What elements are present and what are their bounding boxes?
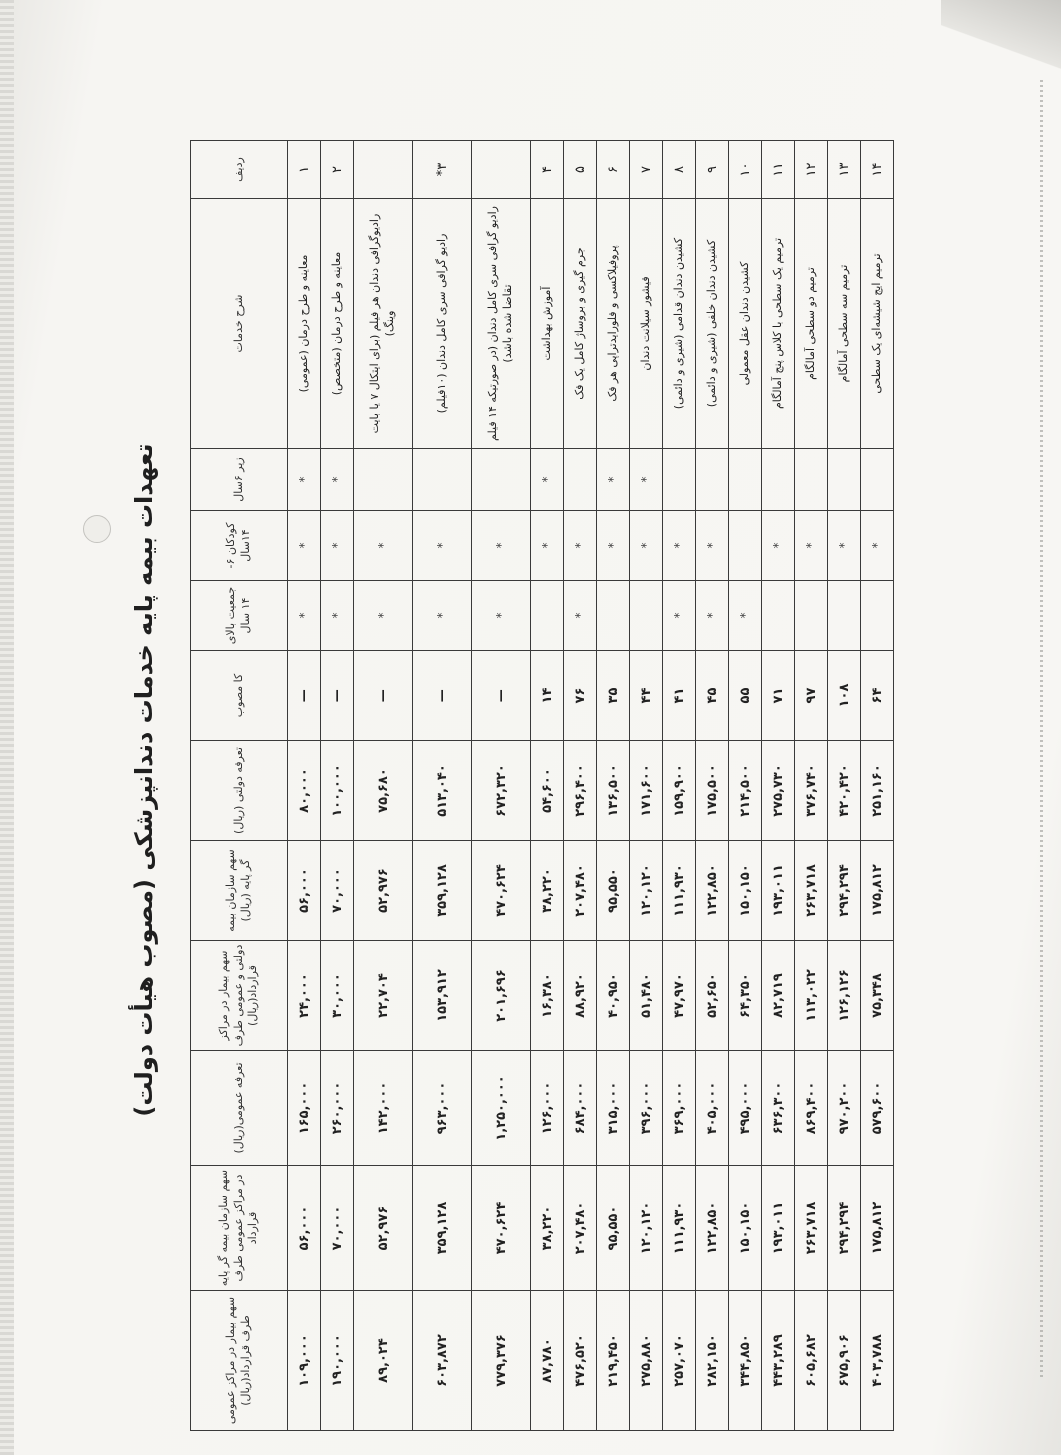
government-tariff-cell: ۴۲۰,۴۲۰ [828,741,861,841]
children-6-14-mark-cell: * [762,511,795,581]
tariff-table [190,140,894,1431]
patient-share-public-cell: ۱۹۰,۰۰۰ [321,1291,354,1431]
government-tariff-cell: ۲۱۴,۵۰۰ [729,741,762,841]
header-insurer-share-public: سهم سازمان بیمه گر پایه در مراکز عمومی طرف قرارداد [191,1166,288,1291]
over-14-mark-cell: * [321,581,354,651]
government-tariff-cell: ۱۷۱,۶۰۰ [630,741,663,841]
children-6-14-mark-cell: * [564,511,597,581]
row-number-cell: ۱۴ [861,141,894,199]
under-6-mark-cell [762,449,795,511]
over-14-mark-cell [828,581,861,651]
insurer-share-public-cell: ۵۶,۰۰۰ [288,1166,321,1291]
over-14-mark-cell: * [564,581,597,651]
insurer-share-public-cell: ۱۲۲,۸۵۰ [696,1166,729,1291]
row-number-cell: ۲ [321,141,354,199]
patient-share-gov-cell: ۸۲,۷۱۹ [762,941,795,1051]
row-number-cell: ۱۰ [729,141,762,199]
header-ka: کا مصوب [191,651,288,741]
header-patient-share-public: سهم بیمار در مراکز عمومی طرف قرارداد(ریال) [191,1291,288,1431]
ka-value-cell: ۱۴ [531,651,564,741]
public-tariff-cell: ۲۶۰,۰۰۰ [321,1051,354,1166]
row-number-cell: ۳* [413,141,472,199]
patient-share-gov-cell: ۲۰۱,۶۹۶ [472,941,531,1051]
patient-share-gov-cell: ۱۱۳,۰۲۲ [795,941,828,1051]
public-tariff-cell: ۹۷۰,۲۰۰ [828,1051,861,1166]
service-description-cell: ترمیم یک سطحی با کلاس پنج آمالگام [762,199,795,449]
under-6-mark-cell [354,449,413,511]
children-6-14-mark-cell: * [354,511,413,581]
insurer-share-cell: ۱۹۳,۰۱۱ [762,841,795,941]
under-6-mark-cell [663,449,696,511]
table-row [696,141,729,1431]
children-6-14-mark-cell: * [828,511,861,581]
row-number-cell: ۵ [564,141,597,199]
public-tariff-cell: ۱,۲۵۰,۰۰۰ [472,1051,531,1166]
government-tariff-cell: ۱۳۶,۵۰۰ [597,741,630,841]
patient-share-public-cell: ۶۰۳,۸۷۲ [413,1291,472,1431]
insurer-share-cell: ۱۷۵,۸۱۲ [861,841,894,941]
over-14-mark-cell [531,581,564,651]
government-tariff-cell: ۵۱۳,۰۴۰ [413,741,472,841]
public-tariff-cell: ۵۷۹,۶۰۰ [861,1051,894,1166]
over-14-mark-cell: * [354,581,413,651]
government-tariff-cell: ۵۴,۶۰۰ [531,741,564,841]
children-6-14-mark-cell: * [288,511,321,581]
ka-value-cell: ۳۵ [597,651,630,741]
insurer-share-cell: ۷۰,۰۰۰ [321,841,354,941]
service-description-cell: رادیو گرافی سری کامل دندان (۱۰فیلم) [413,199,472,449]
public-tariff-cell: ۳۱۵,۰۰۰ [597,1051,630,1166]
patient-share-gov-cell: ۷۵,۳۴۸ [861,941,894,1051]
patient-share-public-cell: ۱۰۹,۰۰۰ [288,1291,321,1431]
public-tariff-cell: ۱۶۵,۰۰۰ [288,1051,321,1166]
table-row [413,141,472,1431]
children-6-14-mark-cell: * [597,511,630,581]
row-number-cell: ۹ [696,141,729,199]
ka-value-cell: — [413,651,472,741]
children-6-14-mark-cell [729,511,762,581]
patient-share-gov-cell: ۱۵۳,۹۱۲ [413,941,472,1051]
table-row [472,141,531,1431]
folded-corner [941,0,1061,70]
patient-share-gov-cell: ۲۲,۷۰۴ [354,941,413,1051]
patient-share-public-cell: ۲۸۲,۱۵۰ [696,1291,729,1431]
table-row [597,141,630,1431]
children-6-14-mark-cell: * [321,511,354,581]
insurer-share-cell: ۱۲۲,۸۵۰ [696,841,729,941]
over-14-mark-cell: * [729,581,762,651]
insurer-share-public-cell: ۹۵,۵۵۰ [597,1166,630,1291]
row-number-cell: ۱۲ [795,141,828,199]
government-tariff-cell: ۲۷۵,۷۳۰ [762,741,795,841]
government-tariff-cell: ۳۷۶,۷۴۰ [795,741,828,841]
scan-left-edge [0,0,14,1455]
table-row [729,141,762,1431]
patient-share-public-cell: ۴۷۶,۵۲۰ [564,1291,597,1431]
over-14-mark-cell [762,581,795,651]
insurer-share-cell: ۱۵۰,۱۵۰ [729,841,762,941]
row-number-cell: ۷ [630,141,663,199]
patient-share-gov-cell: ۵۲,۶۵۰ [696,941,729,1051]
ka-value-cell: — [472,651,531,741]
patient-share-gov-cell: ۱۶,۳۸۰ [531,941,564,1051]
table-row [354,141,413,1431]
insurer-share-cell: ۱۱۱,۹۳۰ [663,841,696,941]
patient-share-public-cell: ۶۰۵,۶۸۲ [795,1291,828,1431]
document-title: تعهدات بیمه پایه خدمات دندانپزشکی (مصوب هیأت دولت) [130,443,158,1117]
government-tariff-cell: ۱۷۵,۵۰۰ [696,741,729,841]
binding-edge [1040,80,1043,1380]
service-description-cell: معاینه و طرح درمان (عمومی) [288,199,321,449]
under-6-mark-cell [828,449,861,511]
table-row [663,141,696,1431]
children-6-14-mark-cell: * [861,511,894,581]
government-tariff-cell: ۲۵۱,۱۶۰ [861,741,894,841]
service-description-cell: جرم گیری و بروساژ کامل یک فک [564,199,597,449]
service-description-cell: کشیدن دندان خلفی (شیری و دائمی) [696,199,729,449]
under-6-mark-cell [861,449,894,511]
insurer-share-cell: ۲۶۳,۷۱۸ [795,841,828,941]
under-6-mark-cell: * [288,449,321,511]
service-description-cell: ترمیم سه سطحی آمالگام [828,199,861,449]
under-6-mark-cell [472,449,531,511]
under-6-mark-cell: * [597,449,630,511]
ka-value-cell: ۶۴ [861,651,894,741]
ka-value-cell: ۷۶ [564,651,597,741]
insurer-share-public-cell: ۱۱۱,۹۳۰ [663,1166,696,1291]
insurer-share-cell: ۵۲,۹۷۶ [354,841,413,941]
row-number-cell: ۱۱ [762,141,795,199]
under-6-mark-cell: * [321,449,354,511]
over-14-mark-cell: * [472,581,531,651]
insurer-share-public-cell: ۳۵۹,۱۲۸ [413,1166,472,1291]
table-row [531,141,564,1431]
insurer-share-public-cell: ۷۰,۰۰۰ [321,1166,354,1291]
row-number-cell: ۱ [288,141,321,199]
service-description-cell: ترمیم دو سطحی آمالگام [795,199,828,449]
patient-share-public-cell: ۸۹,۰۲۴ [354,1291,413,1431]
ka-value-cell: ۹۷ [795,651,828,741]
service-description-cell: آموزش بهداشت [531,199,564,449]
patient-share-gov-cell: ۶۴,۳۵۰ [729,941,762,1051]
insurer-share-cell: ۱۲۰,۱۲۰ [630,841,663,941]
patient-share-public-cell: ۴۴۳,۲۸۹ [762,1291,795,1431]
patient-share-gov-cell: ۸۸,۹۲۰ [564,941,597,1051]
over-14-mark-cell: * [288,581,321,651]
over-14-mark-cell [630,581,663,651]
under-6-mark-cell [564,449,597,511]
ka-value-cell: ۴۴ [630,651,663,741]
patient-share-public-cell: ۶۷۵,۹۰۶ [828,1291,861,1431]
table-row [630,141,663,1431]
table-row [564,141,597,1431]
under-6-mark-cell [413,449,472,511]
children-6-14-mark-cell: * [696,511,729,581]
insurer-share-cell: ۲۹۴,۲۹۴ [828,841,861,941]
children-6-14-mark-cell: * [413,511,472,581]
header-service-description: شرح خدمات [191,199,288,449]
children-6-14-mark-cell: * [630,511,663,581]
table-row [861,141,894,1431]
service-description-cell: فیشور سیلانت دندان [630,199,663,449]
insurer-share-public-cell: ۲۹۴,۲۹۴ [828,1166,861,1291]
ka-value-cell: — [288,651,321,741]
patient-share-gov-cell: ۳۰,۰۰۰ [321,941,354,1051]
ka-value-cell: ۴۱ [663,651,696,741]
ka-value-cell: ۴۵ [696,651,729,741]
header-under-6: زیر ۶سال [191,449,288,511]
public-tariff-cell: ۳۶۹,۰۰۰ [663,1051,696,1166]
table-row [828,141,861,1431]
children-6-14-mark-cell: * [795,511,828,581]
service-description-cell: ترمیم ایج شیشه‌ای یک سطحی [861,199,894,449]
over-14-mark-cell: * [696,581,729,651]
row-number-cell: ۸ [663,141,696,199]
ka-value-cell: ۷۱ [762,651,795,741]
under-6-mark-cell [696,449,729,511]
header-government-tariff: تعرفه دولتی (ریال) [191,741,288,841]
government-tariff-cell: ۲۹۶,۴۰۰ [564,741,597,841]
header-public-tariff: تعرفه عمومی(ریال) [191,1051,288,1166]
under-6-mark-cell: * [531,449,564,511]
insurer-share-cell: ۳۵۹,۱۲۸ [413,841,472,941]
insurer-share-cell: ۵۶,۰۰۰ [288,841,321,941]
public-tariff-cell: ۹۶۳,۰۰۰ [413,1051,472,1166]
ka-value-cell: — [354,651,413,741]
patient-share-public-cell: ۲۷۵,۸۸۰ [630,1291,663,1431]
row-number-cell: ۱۳ [828,141,861,199]
patient-share-gov-cell: ۱۲۶,۱۲۶ [828,941,861,1051]
government-tariff-cell: ۶۷۲,۳۲۰ [472,741,531,841]
service-description-cell: کشیدن دندان قدامی (شیری و دائمی) [663,199,696,449]
table-body [288,141,894,1431]
over-14-mark-cell: * [413,581,472,651]
insurer-share-cell: ۲۰۷,۴۸۰ [564,841,597,941]
header-insurer-share: سهم سازمان بیمه گر پایه (ریال) [191,841,288,941]
under-6-mark-cell [729,449,762,511]
punch-hole [83,515,111,543]
insurer-share-public-cell: ۱۷۵,۸۱۲ [861,1166,894,1291]
public-tariff-cell: ۸۶۹,۴۰۰ [795,1051,828,1166]
insurer-share-cell: ۳۸,۲۲۰ [531,841,564,941]
service-description-cell: رادیوگرافی دندان هر فیلم (برای ایتکال ۷ یا بایت وینگ) [354,199,413,449]
row-number-cell [354,141,413,199]
patient-share-public-cell: ۸۷,۷۸۰ [531,1291,564,1431]
public-tariff-cell: ۱۲۶,۰۰۰ [531,1051,564,1166]
under-6-mark-cell: * [630,449,663,511]
ka-value-cell: ۵۵ [729,651,762,741]
patient-share-gov-cell: ۵۱,۴۸۰ [630,941,663,1051]
public-tariff-cell: ۴۰۵,۰۰۰ [696,1051,729,1166]
patient-share-public-cell: ۷۷۹,۳۷۶ [472,1291,531,1431]
row-number-cell: ۶ [597,141,630,199]
under-6-mark-cell [795,449,828,511]
table-row [795,141,828,1431]
insurer-share-public-cell: ۴۷۰,۶۲۴ [472,1166,531,1291]
over-14-mark-cell [795,581,828,651]
service-description-cell: رادیو گرافی سری کامل دندان (در صورتیکه ۱۴ فیلم تقاضا شده باشد) [472,199,531,449]
patient-share-gov-cell: ۴۰,۹۵۰ [597,941,630,1051]
insurer-share-public-cell: ۱۵۰,۱۵۰ [729,1166,762,1291]
children-6-14-mark-cell: * [531,511,564,581]
patient-share-public-cell: ۲۵۷,۰۷۰ [663,1291,696,1431]
header-row-number: ردیف [191,141,288,199]
public-tariff-cell: ۳۹۶,۰۰۰ [630,1051,663,1166]
children-6-14-mark-cell: * [472,511,531,581]
insurer-share-public-cell: ۳۸,۲۲۰ [531,1166,564,1291]
service-description-cell: معاینه و طرح درمان (متخصص) [321,199,354,449]
table-row [321,141,354,1431]
over-14-mark-cell [597,581,630,651]
ka-value-cell: — [321,651,354,741]
table-row [288,141,321,1431]
insurer-share-public-cell: ۱۲۰,۱۲۰ [630,1166,663,1291]
header-patient-share-gov: سهم بیمار در مراکز دولتی و عمومی طرف قرارداد(ریال) [191,941,288,1051]
public-tariff-cell: ۶۸۴,۰۰۰ [564,1051,597,1166]
public-tariff-cell: ۴۹۵,۰۰۰ [729,1051,762,1166]
patient-share-public-cell: ۴۰۳,۷۸۸ [861,1291,894,1431]
public-tariff-cell: ۱۴۲,۰۰۰ [354,1051,413,1166]
government-tariff-cell: ۷۵,۶۸۰ [354,741,413,841]
over-14-mark-cell: * [663,581,696,651]
patient-share-public-cell: ۲۱۹,۴۵۰ [597,1291,630,1431]
service-description-cell: پروفیلاکسی و فلورایدتراپی هر فک [597,199,630,449]
service-description-cell: کشیدن دندان عقل معمولی [729,199,762,449]
insurer-share-public-cell: ۵۲,۹۷۶ [354,1166,413,1291]
row-number-cell: ۴ [531,141,564,199]
insurer-share-public-cell: ۲۰۷,۴۸۰ [564,1166,597,1291]
patient-share-public-cell: ۳۴۴,۸۵۰ [729,1291,762,1431]
rotated-document [130,130,950,1430]
insurer-share-public-cell: ۱۹۳,۰۱۱ [762,1166,795,1291]
patient-share-gov-cell: ۴۷,۹۷۰ [663,941,696,1051]
over-14-mark-cell [861,581,894,651]
header-children-6-14: کودکان ۶- ۱۴سال [191,511,288,581]
public-tariff-cell: ۶۳۶,۳۰۰ [762,1051,795,1166]
insurer-share-cell: ۴۷۰,۶۲۴ [472,841,531,941]
government-tariff-cell: ۸۰,۰۰۰ [288,741,321,841]
government-tariff-cell: ۱۵۹,۹۰۰ [663,741,696,841]
children-6-14-mark-cell: * [663,511,696,581]
table-row [762,141,795,1431]
header-over-14: جمعیت بالای ۱۴ سال [191,581,288,651]
patient-share-gov-cell: ۲۴,۰۰۰ [288,941,321,1051]
government-tariff-cell: ۱۰۰,۰۰۰ [321,741,354,841]
row-number-cell [472,141,531,199]
ka-value-cell: ۱۰۸ [828,651,861,741]
insurer-share-cell: ۹۵,۵۵۰ [597,841,630,941]
table-header-row [191,141,288,1431]
insurer-share-public-cell: ۲۶۳,۷۱۸ [795,1166,828,1291]
